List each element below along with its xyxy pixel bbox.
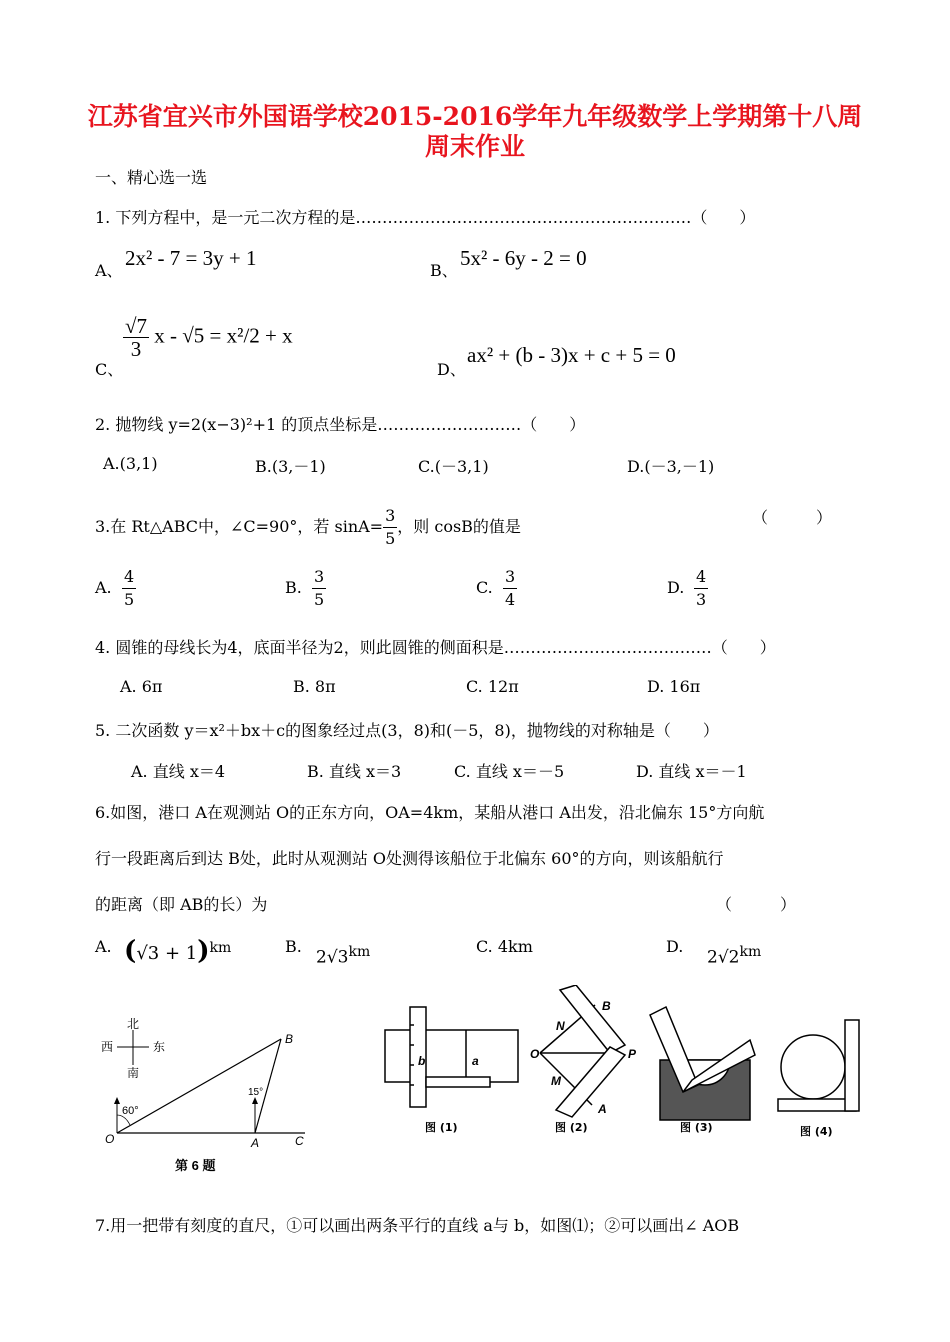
compass-south: 南 (127, 1066, 140, 1080)
fig4-caption: 图 (4) (800, 1125, 833, 1138)
fig2-label-a: A (598, 1102, 607, 1116)
q1-option-a-label: A、 (95, 261, 123, 280)
line-ab (255, 1039, 281, 1133)
fraction-3-5: $\frac{3}{5}$ (385, 506, 396, 548)
q1-option-c-label: C、 (95, 360, 124, 379)
q4-option-a: A. 6π (120, 677, 163, 696)
point-b-label: B (285, 1032, 294, 1046)
q2-stem: 2. 抛物线 y=2(x−3)²+1 的顶点坐标是………………………（ ） (95, 415, 586, 434)
q4-stem: 4. 圆锥的母线长为4，底面半径为2，则此圆锥的侧面积是…………………………………（ ） (95, 638, 776, 657)
point-a-label: A (251, 1136, 260, 1150)
q7-stem-line1: 7.用一把带有刻度的直尺，①可以画出两条平行的直线 a与 b，如图⑴；②可以画出∠ AOB (95, 1216, 740, 1235)
q1-option-c-tail: x - √5 = x²/2 + x (154, 323, 293, 348)
q2-option-b: B.(3,－1) (255, 457, 326, 476)
line-ob (117, 1039, 281, 1133)
q6-option-d-label: D. (666, 937, 684, 956)
angle-60-label: 60° (122, 1105, 139, 1117)
q3-option-c-label: C. (476, 578, 493, 597)
fig4-side-ruler (845, 1020, 859, 1111)
fig1-bottom-ruler (426, 1077, 490, 1087)
fig3-caption: 图 (3) (680, 1121, 713, 1134)
page-title-line1: 江苏省宜兴市外国语学校2015-2016学年九年级数学上学期第十八周 (87, 102, 863, 131)
fraction-4-3: $\frac{4}{3}$ (696, 567, 707, 609)
q3-option-b-label: B. (285, 578, 302, 597)
fig4-circle (781, 1035, 845, 1099)
compass-west: 西 (101, 1040, 114, 1054)
point-c-label: C (295, 1134, 304, 1148)
q6-option-b-label: B. (285, 937, 302, 956)
q3-stem-part2: ，则 cosB的值是 (397, 517, 521, 536)
page-title-line2: 周末作业 (424, 132, 525, 161)
q3-stem (95, 505, 521, 550)
q5-option-c: C. 直线 x＝－5 (454, 762, 565, 781)
q6-answer-paren: （ ） (716, 895, 797, 914)
q6-option-b-unit: km (348, 944, 371, 960)
q3-stem-part1: 3.在 Rt△ABC中，∠C=90°，若 sinA= (95, 517, 384, 536)
fig2-label-n: N (556, 1019, 565, 1033)
q5-stem: 5. 二次函数 y＝x²＋bx＋c的图象经过点(3，8)和(－5，8)，抛物线的对称轴是（ ） (95, 721, 719, 740)
fig2-ruler-upper (560, 985, 625, 1053)
q2-option-c: C.(－3,1) (418, 457, 489, 476)
q3-option-a-label: A. (95, 578, 112, 597)
q5-option-a: A. 直线 x＝4 (131, 762, 226, 781)
q6-figure (95, 1015, 315, 1180)
q1-option-b-label: B、 (430, 261, 458, 280)
q2-option-a: A.(3,1) (103, 454, 158, 473)
compass-north: 北 (127, 1017, 140, 1031)
q6-option-a-unit: km (209, 940, 232, 956)
arrow-head-o (114, 1097, 120, 1104)
q1-option-c-expr (123, 315, 293, 360)
q1-stem: 1. 下列方程中，是一元二次方程的是………………………………………………………（ ） (95, 208, 756, 227)
arrow-head-a (252, 1097, 258, 1104)
compass-east: 东 (153, 1040, 166, 1054)
fraction-4-5: $\frac{4}{5}$ (124, 567, 135, 609)
point-o-label: O (105, 1132, 115, 1146)
fraction-3-4: $\frac{3}{4}$ (505, 567, 516, 609)
q6-stem-line3: 的距离（即 AB的长）为 (95, 895, 268, 914)
q5-option-d: D. 直线 x＝－1 (636, 762, 747, 781)
fig2-label-m: M (551, 1074, 561, 1088)
section-heading: 一、精心选一选 (95, 168, 208, 187)
q1-option-a-expr: 2x² - 7 = 3y + 1 (125, 246, 257, 270)
angle-15-label: 15° (248, 1087, 264, 1098)
fig1-horizontal-ruler (385, 1030, 518, 1082)
q6-figure-caption: 第 6 题 (175, 1158, 216, 1173)
fig1-label-b: b (418, 1054, 426, 1068)
q6-option-b-expr: $2√3^{km}$ (316, 944, 371, 968)
q2-option-d: D.(－3,－1) (627, 457, 715, 476)
q1-option-d-expr: ax² + (b - 3)x + c + 5 = 0 (467, 343, 676, 367)
q3-option-c-frac (503, 566, 517, 611)
ruler-figures (380, 985, 875, 1145)
q3-option-d-frac (694, 566, 708, 611)
q6-option-a-expr: $(√3 + 1)^{km}$ (124, 936, 232, 966)
q3-option-b-frac (312, 566, 326, 611)
fig1-caption: 图 (1) (425, 1121, 458, 1134)
q6-option-a-label: A. (95, 937, 112, 956)
fig2-caption: 图 (2) (555, 1121, 588, 1134)
fig2-label-b: B (602, 999, 611, 1013)
q3-option-a-frac (122, 566, 136, 611)
q5-option-b: B. 直线 x＝3 (307, 762, 402, 781)
q3-option-d-label: D. (667, 578, 685, 597)
sqrt7-over-3-fraction: $\frac{√7}{3}$ (125, 314, 148, 361)
fig2-label-o: O (530, 1047, 540, 1061)
q4-option-b: B. 8π (293, 677, 336, 696)
q4-option-c: C. 12π (466, 677, 519, 696)
fraction-3-5: $\frac{3}{5}$ (314, 567, 325, 609)
q6-option-d-expr: $2√2^{km}$ (707, 944, 762, 968)
q6-option-d-unit: km (739, 944, 762, 960)
q4-option-d: D. 16π (647, 677, 701, 696)
q6-stem-line1: 6.如图，港口 A在观测站 O的正东方向，OA=4km，某船从港口 A出发，沿北偏东 15°方向航 (95, 803, 765, 822)
fig1-label-a: a (472, 1054, 479, 1068)
fig2-ruler-lower (556, 1047, 625, 1117)
q3-answer-paren: （ ） (752, 508, 833, 527)
q6-option-c: C. 4km (476, 937, 533, 956)
q1-option-b-expr: 5x² - 6y - 2 = 0 (460, 246, 587, 270)
q1-option-d-label: D、 (437, 360, 466, 379)
fig2-label-p: P (628, 1047, 637, 1061)
q6-stem-line2: 行一段距离后到达 B处，此时从观测站 O处测得该船位于北偏东 60°的方向，则该船航行 (95, 849, 724, 868)
